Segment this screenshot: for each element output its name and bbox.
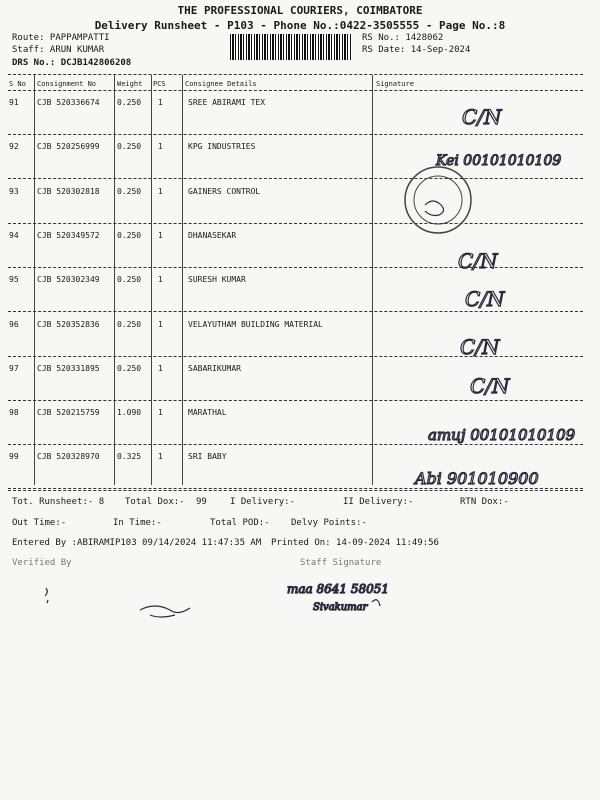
table-row (0, 142, 600, 186)
handwritten-staff-name: Sivakumar (313, 602, 368, 613)
cell-consignee: SREE ABIRAMI TEX (188, 98, 266, 107)
cell-consignee: VELAYUTHAM BUILDING MATERIAL (188, 319, 323, 329)
handwritten-sig-91: C/N (462, 105, 502, 129)
cell-weight: 0.325 (117, 452, 142, 462)
cell-consignee: DHANASEKAR (188, 230, 237, 240)
page-title: THE PROFESSIONAL COURIERS, COIMBATORE (177, 4, 423, 17)
drs-number: DRS No.: DCJB142806208 (12, 58, 132, 68)
cell-consignment: CJB 520352836 (37, 319, 100, 329)
handwritten-sig-92: Kei 00101010109 (436, 153, 562, 169)
cell-pcs: 1 (158, 230, 163, 240)
cell-sno: 95 (9, 275, 19, 285)
cell-weight: 0.250 (117, 142, 142, 152)
cell-pcs: 1 (158, 98, 163, 107)
total-dox-value: 99 (196, 497, 207, 507)
route-label: Route: PAPPAMPATTI (12, 33, 110, 43)
col-header-sno: S No (9, 80, 26, 88)
verifier-scribble-1 (45, 588, 48, 603)
cell-weight: 0.250 (117, 275, 142, 285)
cell-pcs: 1 (158, 363, 163, 373)
cell-consignee: KPG INDUSTRIES (188, 142, 256, 152)
entered-by: Entered By :ABIRAMIP103 09/14/2024 11:47:35 AM (12, 538, 262, 548)
handwritten-sig-97: C/N (470, 374, 510, 398)
rs-date: RS Date: 14-Sep-2024 (362, 45, 471, 55)
table-row (0, 320, 600, 364)
handwritten-sig-99: Abi 901010900 (415, 469, 539, 488)
cell-sno: 91 (9, 98, 19, 107)
i-delivery: I Delivery:- (230, 497, 296, 507)
cell-consignment: CJB 520302349 (37, 275, 100, 285)
total-dox-label: Total Dox:- (125, 497, 185, 507)
table-row (0, 231, 600, 275)
cell-consignee: GAINERS CONTROL (188, 186, 261, 196)
col-header-consignee: Consignee Details (185, 80, 257, 88)
handwritten-sig-96: C/N (460, 335, 500, 359)
cell-pcs: 1 (158, 408, 163, 418)
cell-pcs: 1 (158, 452, 163, 462)
staff-label: Staff: ARUN KUMAR (12, 45, 105, 55)
cell-consignment: CJB 520302818 (37, 186, 100, 196)
tot-runsheet: Tot. Runsheet:- 8 (12, 497, 105, 507)
table-row (0, 408, 600, 452)
verifier-scribble-2 (140, 606, 190, 617)
cell-weight: 0.250 (117, 186, 142, 196)
handwritten-sig-94: C/N (458, 249, 498, 273)
cell-consignment: CJB 520336674 (37, 98, 100, 107)
out-time: Out Time:- (12, 518, 67, 528)
handwritten-sig-98: amuj 00101010109 (428, 426, 576, 444)
staff-scribble (372, 600, 380, 606)
col-header-pcs: PCS (153, 80, 166, 88)
table-row (0, 275, 600, 319)
cell-consignment: CJB 520331895 (37, 363, 100, 373)
table-row (0, 187, 600, 231)
cell-consignment: CJB 520328970 (37, 452, 100, 462)
cell-weight: 0.250 (117, 98, 142, 107)
cell-consignee: SRI BABY (188, 452, 227, 462)
cell-pcs: 1 (158, 186, 163, 196)
staff-signature-label: Staff Signature (300, 558, 382, 568)
cell-pcs: 1 (158, 275, 163, 285)
in-time: In Time:- (113, 518, 162, 528)
cell-pcs: 1 (158, 142, 163, 152)
cell-sno: 94 (9, 230, 19, 240)
handwritten-sig-95: C/N (465, 287, 505, 311)
cell-consignee: MARATHAL (188, 408, 227, 418)
cell-consignment: CJB 520349572 (37, 230, 100, 240)
cell-consignment: CJB 520215759 (37, 408, 100, 418)
cell-sno: 99 (9, 452, 19, 462)
rs-number: RS No.: 1428062 (362, 33, 444, 43)
page-subtitle: Delivery Runsheet - P103 - Phone No.:0422-3505555 - Page No.:8 (94, 19, 506, 32)
col-header-signature: Signature (376, 80, 414, 88)
cell-sno: 98 (9, 408, 19, 418)
cell-weight: 1.090 (117, 408, 142, 418)
cell-sno: 96 (9, 319, 19, 329)
cell-consignee: SURESH KUMAR (188, 275, 246, 285)
cell-pcs: 1 (158, 319, 163, 329)
table-row (0, 98, 600, 142)
barcode (230, 34, 352, 60)
delvy-points: Delvy Points:- (291, 518, 367, 528)
cell-sno: 97 (9, 363, 19, 373)
printed-on: Printed On: 14-09-2024 11:49:56 (271, 538, 439, 548)
cell-consignee: SABARIKUMAR (188, 363, 241, 373)
cell-weight: 0.250 (117, 363, 142, 373)
cell-sno: 92 (9, 142, 19, 152)
col-header-consignment: Consignment No (37, 80, 97, 88)
table-row (0, 364, 600, 408)
handwritten-staff-phone: maa 8641 58051 (287, 582, 390, 596)
rtn-dox: RTN Dox:- (460, 497, 509, 507)
cell-sno: 93 (9, 186, 19, 196)
ii-delivery: II Delivery:- (343, 497, 414, 507)
col-header-weight: Weight (117, 80, 143, 88)
total-pod: Total POD:- (210, 518, 270, 528)
cell-consignment: CJB 520256999 (37, 142, 100, 152)
cell-weight: 0.250 (117, 230, 142, 240)
cell-weight: 0.250 (117, 319, 142, 329)
verified-by: Verified By (12, 558, 72, 568)
